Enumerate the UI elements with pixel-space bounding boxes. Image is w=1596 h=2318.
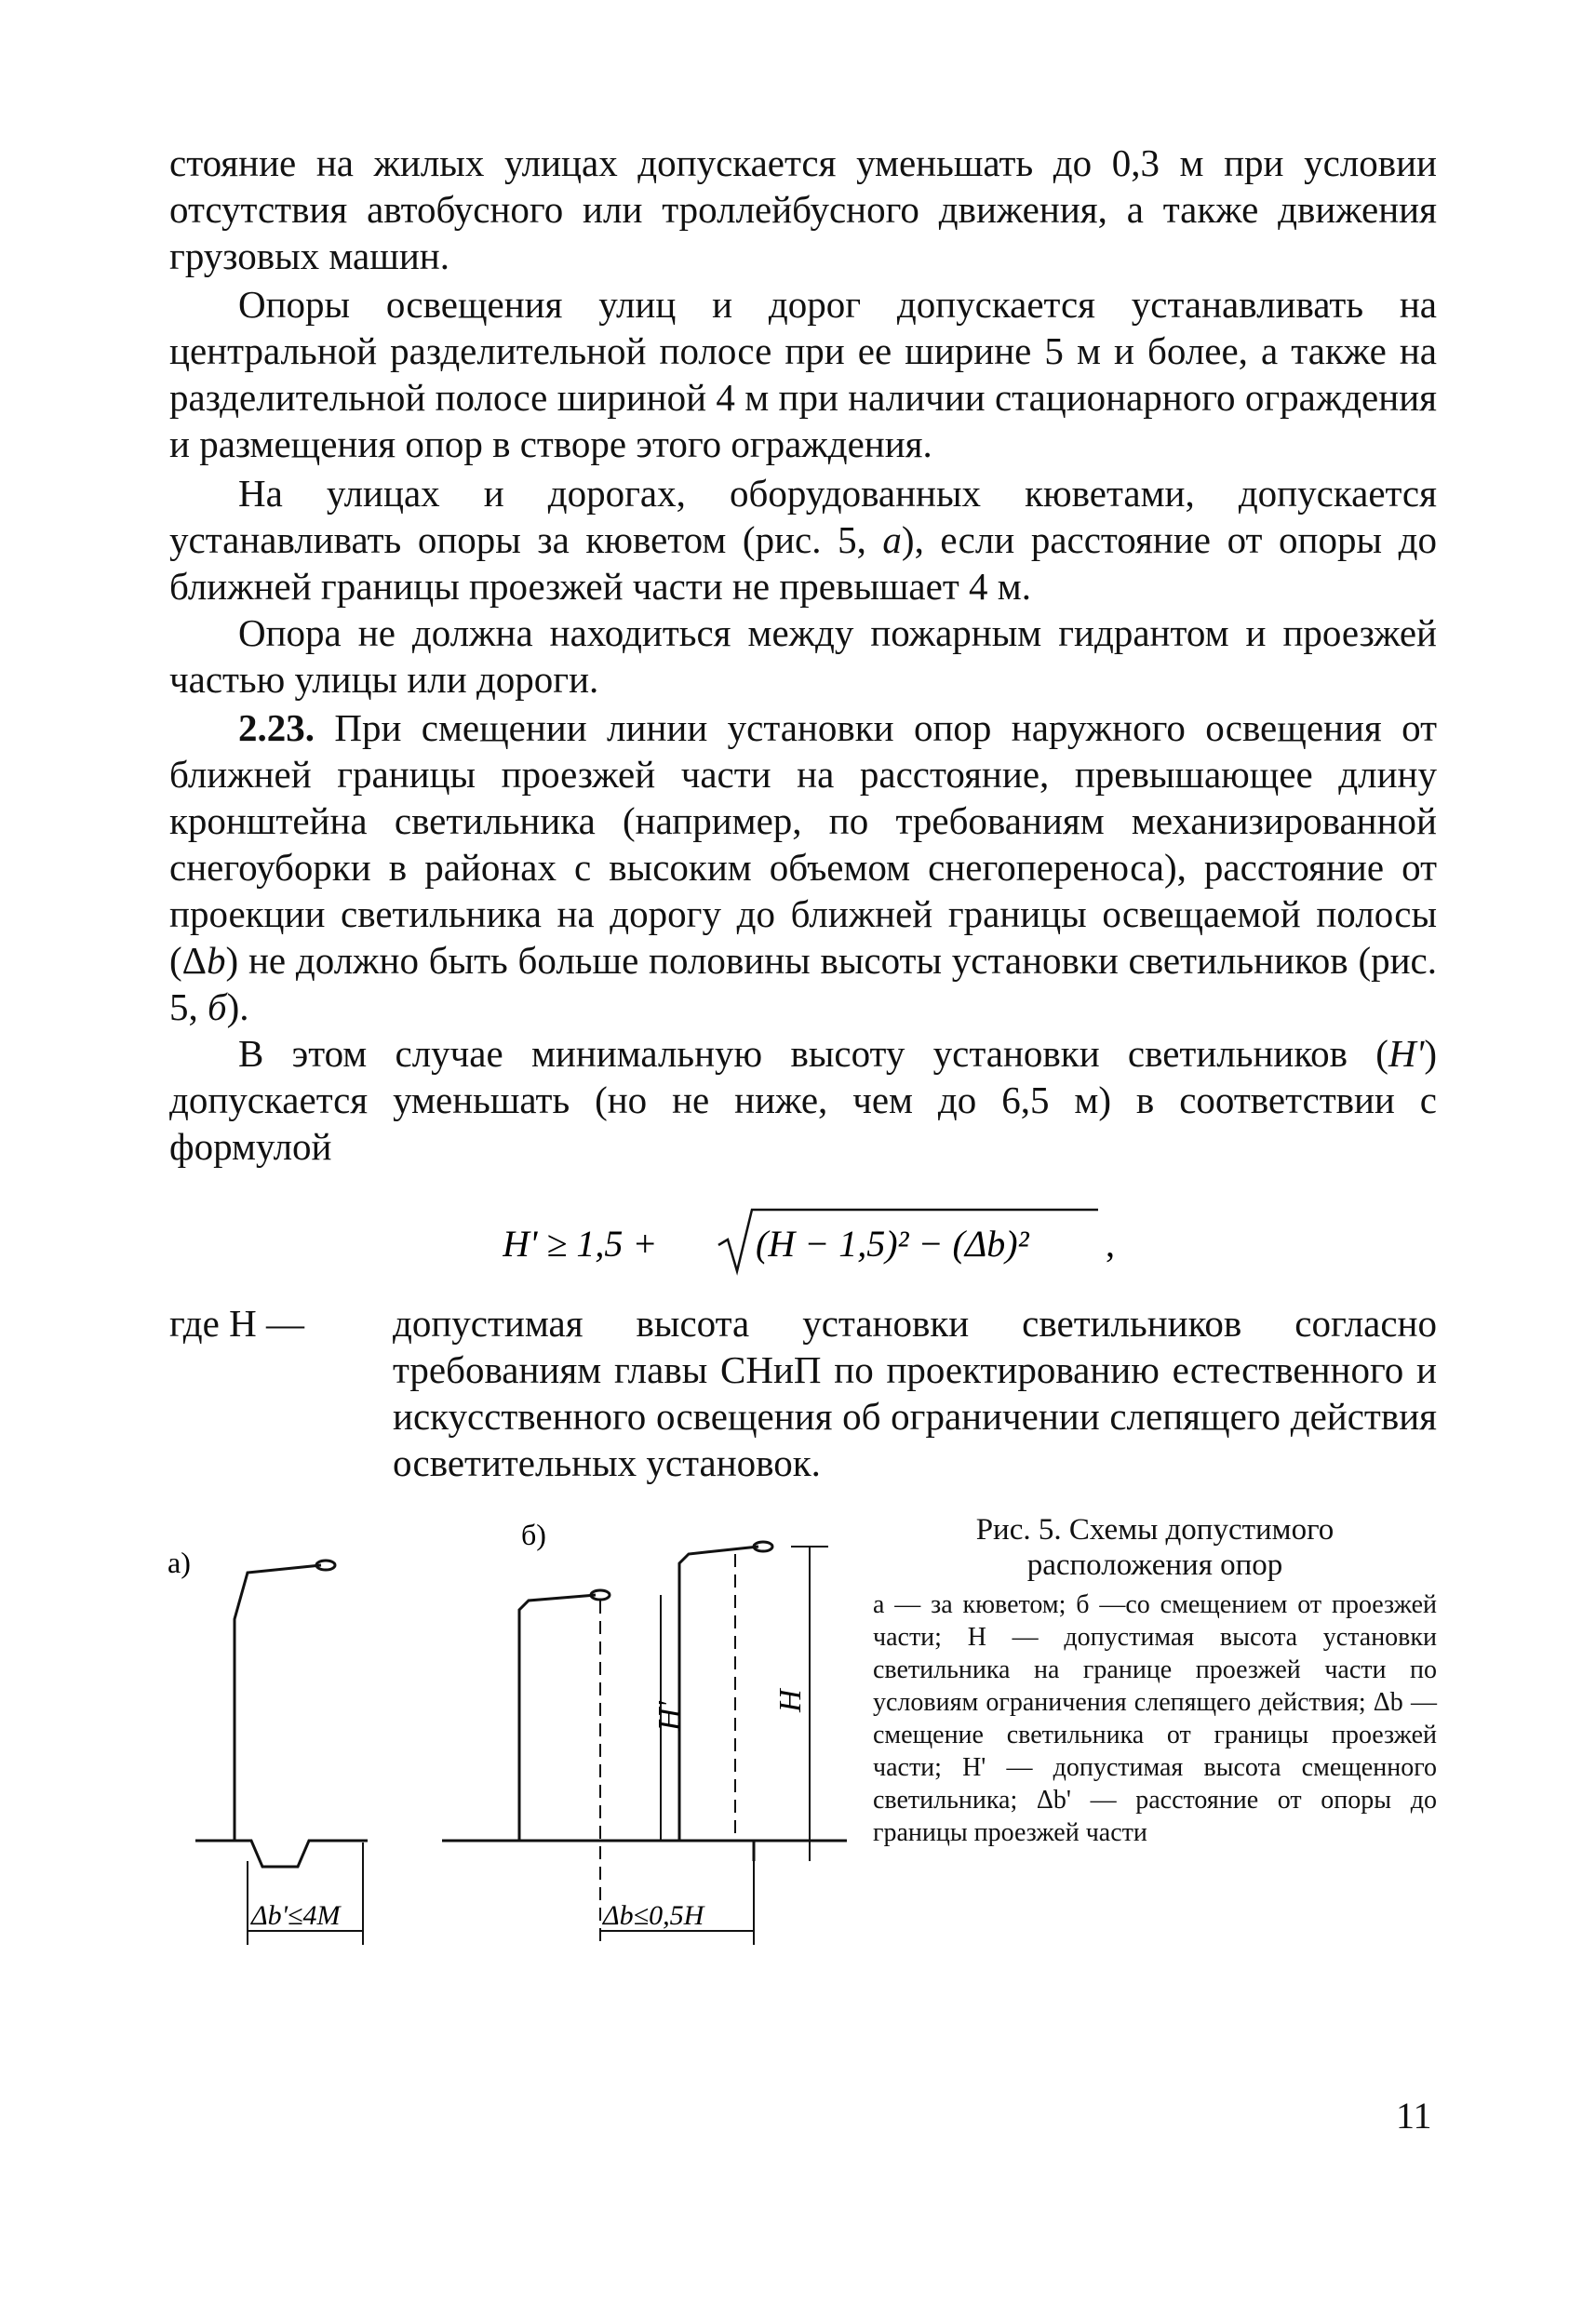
where-label: где H — (169, 1302, 304, 1345)
paragraph-6-part: ) допускается уменьшать (но не ниже, чем до 6,5 м) в соответствии с формулой (169, 1032, 1437, 1168)
paragraph-4 (169, 610, 1437, 703)
symbol-b: b (207, 939, 226, 982)
label-b: б) (521, 1518, 546, 1551)
paragraph-3 (169, 470, 1437, 610)
paragraph-2 (169, 281, 1437, 467)
paragraph-4-text: Опора не должна находиться между пожарным гидрантом и проезжей частью улицы или дороги. (169, 611, 1437, 701)
figure-ref-b: б (208, 985, 227, 1028)
paragraph-2-text: Опоры освещения улиц и дорог допускается устанавливать на центральной разделительной полосе при ее ширине 5 м и более, а также на разделительной полосе шириной 4 м при наличии стационарного ограждения и размещения опор в створе этого ограждения. (169, 283, 1437, 465)
paragraph-6-part: В этом случае минимальную высоту установки светильников ( (238, 1032, 1388, 1075)
pole-a (235, 1565, 321, 1841)
formula-lhs: H' ≥ 1,5 + (503, 1223, 658, 1265)
paragraph-5-part: При смещении линии установки опор наружного освещения от ближней границы проезжей части на расстояние, превышающее длину кронштейна светильника (например, по требованиям механизированной снегоуборки в районах с высоким объемом снегопереноса), расстояние от проекции светильника на дорогу до ближней границы освещаемой полосы (Δ (169, 706, 1437, 982)
figure-5-diagram (158, 1507, 865, 1973)
formula-radicand: (H − 1,5)² − (Δb)² (756, 1223, 1029, 1265)
paragraph-3-text (169, 470, 1437, 610)
formula (503, 1199, 1154, 1282)
caption-body: а — за кюветом; б —со смещением от проезжей части; H — допустимая высота установки светильника на границе проезжей части по условиям ограничения слепящего действия; Δb — смещение светильника от границы проезжей части; H' — допустимая высота смещенного светильника; Δb' — расстояние от опоры до границы проезжей части (873, 1590, 1437, 1847)
caption-title-line-2: расположения опор (1026, 1548, 1283, 1582)
paragraph-1 (169, 140, 1437, 279)
paragraph-5-part: ). (226, 985, 249, 1028)
figure-caption (873, 1512, 1437, 1849)
symbol-h-prime: H' (1388, 1032, 1425, 1075)
dimension-a-label: Δb'≤4М (251, 1900, 341, 1931)
caption-title-line-1: Рис. 5. Схемы допустимого (975, 1513, 1334, 1547)
paragraph-6-text (169, 1030, 1437, 1170)
paragraph-1-text: стояние на жилых улицах допускается уменьшать до 0,3 м при условии отсутствия автобусного или троллейбусного движения, а также движения грузовых машин. (169, 141, 1437, 277)
formula-trail: , (1106, 1223, 1115, 1265)
pole-b2 (679, 1547, 758, 1841)
figure-ref-a: а (882, 518, 902, 561)
label-a: а) (168, 1546, 191, 1579)
page-number: 11 (1396, 2095, 1432, 2137)
where-text: допустимая высота установки светильников согласно требованиям главы СНиП по проектированию естественного и искусственного освещения об ограничении слепящего действия осветительных установок. (393, 1302, 1437, 1484)
h-label: H (773, 1689, 808, 1712)
section-number: 2.23. (238, 706, 315, 749)
pole-b1 (519, 1595, 596, 1841)
paragraph-3-part: На улицах и дорогах, оборудованных кюветами, допускается устанавливать опоры за кюветом (рис. 5, (169, 472, 1437, 561)
paragraph-5 (169, 704, 1437, 1030)
paragraph-3-part: ), если расстояние от опоры до ближней границы проезжей части не превышает 4 м. (169, 518, 1437, 608)
h-prime-label: H' (652, 1701, 687, 1731)
paragraph-5-part: ) не должно быть больше половины высоты установки светильников (рис. 5, (169, 939, 1437, 1028)
paragraph-5-text (169, 704, 1437, 1030)
dimension-b-label: Δb≤0,5H (603, 1900, 704, 1931)
paragraph-6 (169, 1030, 1437, 1170)
ground-with-ditch (195, 1841, 368, 1867)
